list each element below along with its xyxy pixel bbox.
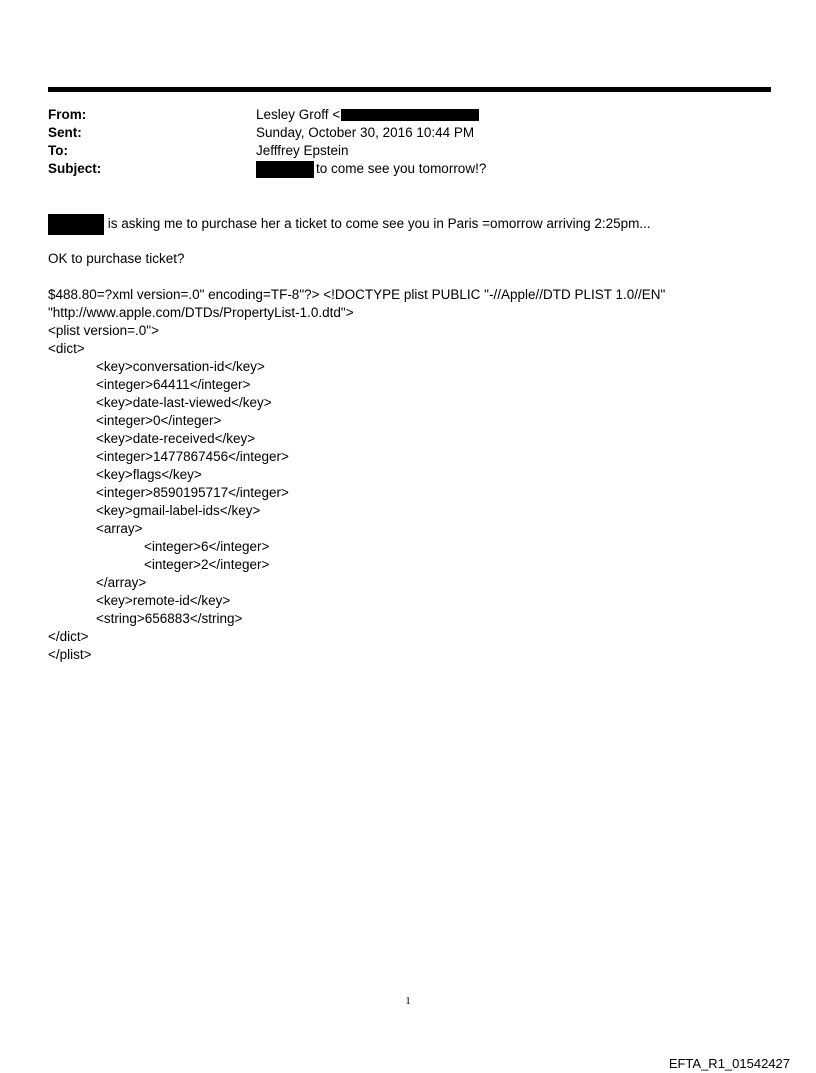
email-header bbox=[48, 106, 768, 178]
xml-line: <string>656883</string> bbox=[96, 611, 243, 626]
xml-line: </array> bbox=[96, 575, 147, 590]
xml-line: <dict> bbox=[48, 341, 85, 356]
xml-line: <plist version=.0"> bbox=[48, 323, 159, 338]
from-sender: Lesley Groff < bbox=[256, 107, 341, 122]
xml-line: <key>date-received</key> bbox=[96, 431, 256, 446]
sent-row bbox=[48, 124, 768, 142]
page-number: 1 bbox=[405, 995, 411, 1007]
xml-line: <integer>2</integer> bbox=[144, 557, 270, 572]
sent-value: Sunday, October 30, 2016 10:44 PM bbox=[256, 125, 475, 140]
email-body bbox=[48, 214, 778, 664]
xml-line: <integer>1477867456</integer> bbox=[96, 449, 289, 464]
xml-line: </plist> bbox=[48, 647, 92, 662]
redaction-box bbox=[341, 109, 479, 121]
body-text: is asking me to purchase her a ticket to come see you in Paris =omorrow arriving 2:25pm... bbox=[104, 216, 651, 232]
to-row bbox=[48, 142, 768, 160]
xml-line: <integer>6</integer> bbox=[144, 539, 270, 554]
xml-line: <key>date-last-viewed</key> bbox=[96, 395, 272, 410]
from-label: From: bbox=[48, 107, 87, 122]
from-value bbox=[256, 106, 479, 124]
xml-line: <integer>0</integer> bbox=[96, 413, 222, 428]
xml-line: <key>remote-id</key> bbox=[96, 593, 231, 608]
to-label: To: bbox=[48, 143, 68, 158]
subject-value bbox=[256, 160, 486, 178]
xml-line: <integer>8590195717</integer> bbox=[96, 485, 289, 500]
subject-row bbox=[48, 160, 768, 178]
xml-line: <integer>64411</integer> bbox=[96, 377, 251, 392]
xml-line: <key>conversation-id</key> bbox=[96, 359, 265, 374]
body-line: OK to purchase ticket? bbox=[48, 251, 185, 266]
xml-line: $488.80=?xml version=.0" encoding=TF-8"?> <!DOCTYPE plist PUBLIC "-//Apple//DTD PLIST 1.0//EN" bbox=[48, 287, 666, 302]
subject-label: Subject: bbox=[48, 161, 102, 176]
xml-line: <key>gmail-label-ids</key> bbox=[96, 503, 261, 518]
document-id: EFTA_R1_01542427 bbox=[668, 1056, 790, 1071]
xml-line: <array> bbox=[96, 521, 143, 536]
from-row bbox=[48, 106, 768, 124]
xml-line: "http://www.apple.com/DTDs/PropertyList-1.0.dtd"> bbox=[48, 305, 354, 320]
subject-text: to come see you tomorrow!? bbox=[316, 161, 487, 176]
header-rule bbox=[48, 87, 771, 92]
sent-label: Sent: bbox=[48, 125, 82, 140]
redaction-box bbox=[256, 161, 314, 178]
xml-line: <key>flags</key> bbox=[96, 467, 202, 482]
to-value: Jefffrey Epstein bbox=[256, 143, 349, 158]
redaction-box bbox=[48, 214, 104, 235]
body-line bbox=[48, 214, 778, 232]
xml-line: </dict> bbox=[48, 629, 89, 644]
